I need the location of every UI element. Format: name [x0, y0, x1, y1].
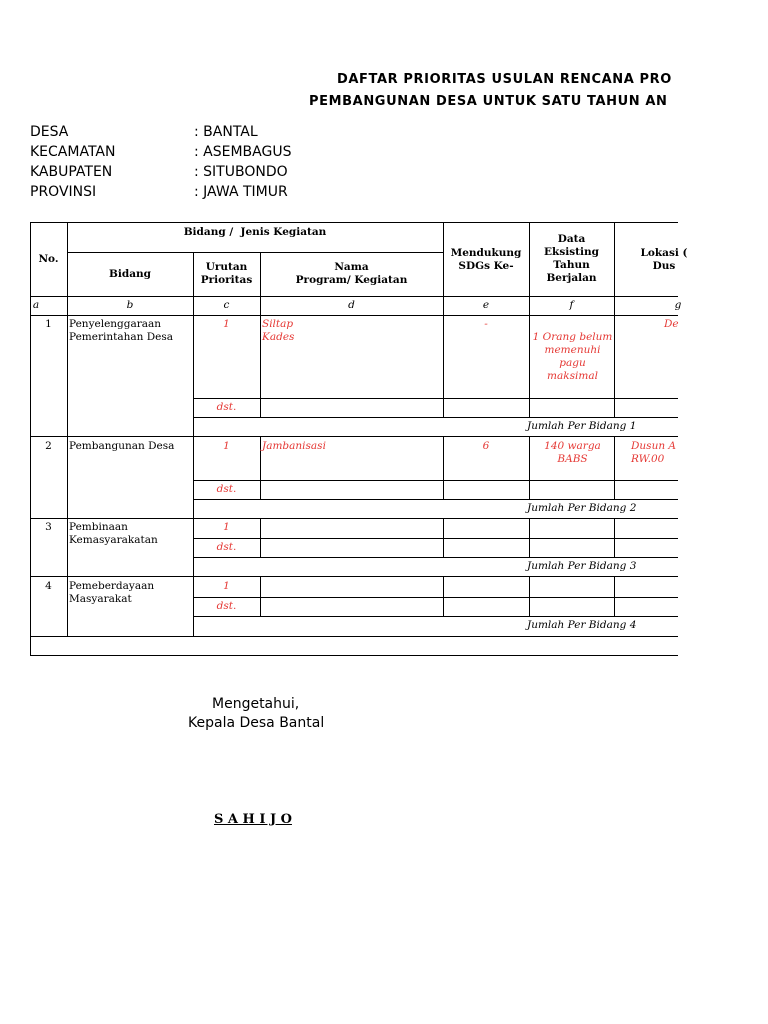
info-label: DESA: [30, 124, 69, 140]
row-dst: dst.: [216, 541, 237, 553]
row-sdgs: -: [484, 318, 488, 330]
row-data-eksisting: 140 warga BABS: [544, 440, 601, 465]
row-urutan: 1: [223, 580, 230, 592]
row-subtotal-label: Jumlah Per Bidang 1: [527, 420, 637, 432]
info-value: : BANTAL: [194, 124, 258, 140]
info-value: : JAWA TIMUR: [194, 184, 288, 200]
signature-title: Kepala Desa Bantal: [188, 715, 325, 731]
header-bidang-group: Bidang / Jenis Kegiatan: [183, 226, 327, 238]
row-lokasi: Dusun A RW.00: [631, 440, 677, 465]
letter-a: a: [32, 299, 40, 311]
letter-f: f: [569, 299, 574, 311]
info-value: : SITUBONDO: [194, 164, 288, 180]
signature-name: S A H I J O: [214, 812, 292, 827]
header-nama: Nama Program/ Kegiatan: [295, 261, 408, 286]
row-number: 2: [45, 440, 52, 452]
doc-title-line-2: PEMBANGUNAN DESA UNTUK SATU TAHUN AN: [309, 94, 668, 109]
info-value: : ASEMBAGUS: [194, 144, 292, 160]
row-urutan: 1: [223, 521, 230, 533]
header-data-eksisting: Data Eksisting Tahun Berjalan: [544, 233, 599, 284]
header-lokasi: Lokasi ( Dus: [640, 247, 688, 272]
header-no: No.: [38, 253, 59, 265]
row-bidang: Pembangunan Desa: [69, 440, 175, 452]
letter-d: d: [348, 299, 355, 311]
info-label: PROVINSI: [30, 184, 97, 200]
row-bidang: Pemeberdayaan Masyarakat: [69, 580, 155, 605]
doc-title-line-1: DAFTAR PRIORITAS USULAN RENCANA PRO: [337, 72, 672, 87]
row-number: 1: [45, 318, 52, 330]
row-dst: dst.: [216, 401, 237, 413]
row-number: 3: [45, 521, 52, 533]
row-sdgs: 6: [482, 440, 490, 452]
row-urutan: 1: [223, 440, 230, 452]
row-subtotal-label: Jumlah Per Bidang 4: [527, 619, 637, 631]
header-urutan: Urutan Prioritas: [200, 261, 253, 286]
letter-b: b: [126, 299, 134, 311]
info-label: KECAMATAN: [30, 144, 116, 160]
row-bidang: Pembinaan Kemasyarakatan: [69, 521, 158, 546]
row-nama-kegiatan: Siltap Kades: [262, 318, 295, 343]
row-dst: dst.: [216, 483, 237, 495]
letter-c: c: [223, 299, 230, 311]
letter-g: g: [674, 299, 682, 311]
row-urutan: 1: [223, 318, 230, 330]
header-bidang: Bidang: [109, 268, 151, 280]
header-sdgs: Mendukung SDGs Ke-: [450, 247, 522, 272]
row-nama-kegiatan: Jambanisasi: [262, 440, 326, 452]
row-subtotal-label: Jumlah Per Bidang 3: [527, 560, 637, 572]
row-dst: dst.: [216, 600, 237, 612]
row-subtotal-label: Jumlah Per Bidang 2: [527, 502, 637, 514]
letter-e: e: [482, 299, 490, 311]
row-bidang: Penyelenggaraan Pemerintahan Desa: [69, 318, 174, 343]
info-label: KABUPATEN: [30, 164, 113, 180]
row-number: 4: [45, 580, 52, 592]
row-lokasi: De: [664, 318, 679, 330]
row-data-eksisting: 1 Orang belum memenuhi pagu maksimal: [532, 331, 613, 382]
signature-acknowledged: Mengetahui,: [212, 696, 300, 712]
